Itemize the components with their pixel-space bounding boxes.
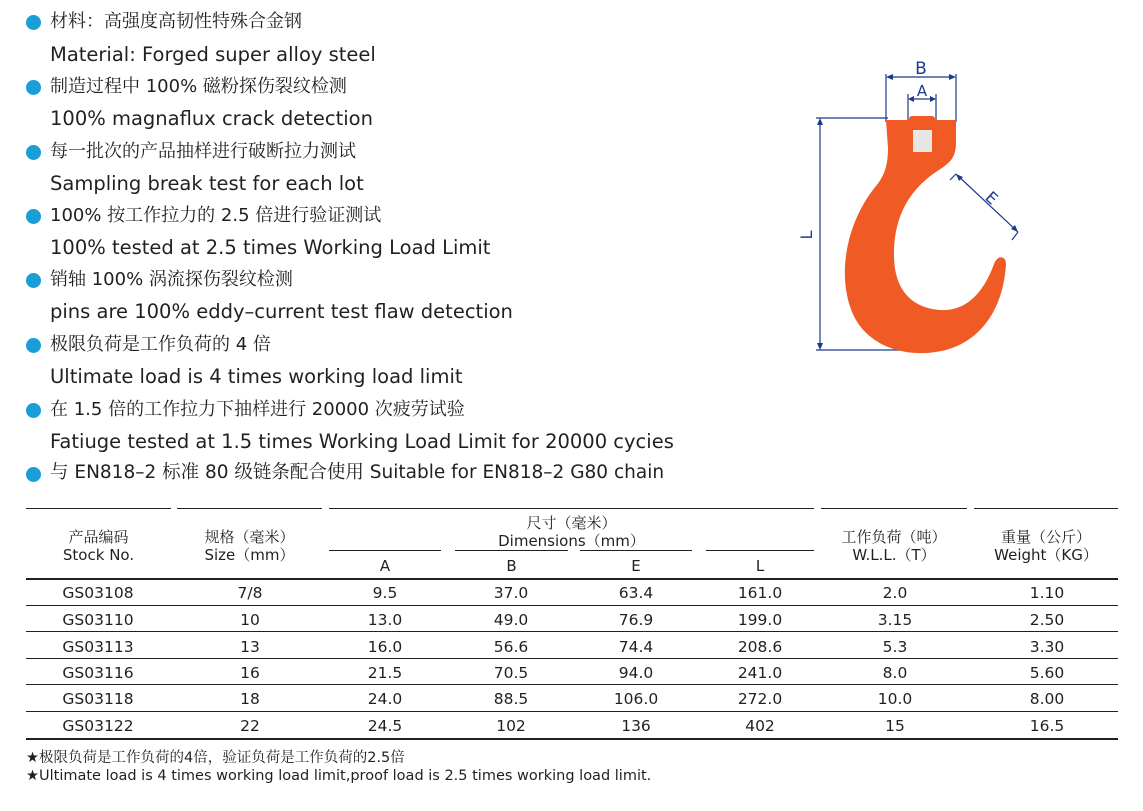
table-rule xyxy=(26,605,1118,606)
cell-e: 94.0 xyxy=(618,664,654,682)
table-rule xyxy=(26,631,1118,632)
cell-weight: 5.60 xyxy=(1029,664,1065,682)
feature-en: 100% magnaflux crack detection xyxy=(50,107,373,130)
feature-en: pins are 100% eddy–current test flaw detection xyxy=(50,300,513,323)
header-weight-zh: 重量（公斤） xyxy=(1000,528,1091,546)
header-weight-en: Weight（KG） xyxy=(994,546,1098,564)
cell-a: 24.0 xyxy=(367,690,403,708)
feature-zh: 极限负荷是工作负荷的 4 倍 xyxy=(50,334,271,355)
feature-zh: 销轴 100% 涡流探伤裂纹检测 xyxy=(50,269,293,290)
cell-size: 22 xyxy=(240,717,260,735)
header-wll-en: W.L.L.（T） xyxy=(852,546,936,564)
header-size xyxy=(177,528,322,564)
cell-stock: GS03118 xyxy=(62,690,134,708)
feature-en: Ultimate load is 4 times working load limit xyxy=(50,365,463,388)
table-rule xyxy=(26,578,1118,580)
header-stock-en: Stock No. xyxy=(62,546,135,564)
feature-zh: 材料：高强度高韧性特殊合金钢 xyxy=(50,11,302,32)
header-l: L xyxy=(755,557,765,575)
header-e: E xyxy=(631,557,641,575)
cell-e: 74.4 xyxy=(618,638,654,656)
table-rule xyxy=(177,508,322,509)
cell-stock: GS03113 xyxy=(62,638,134,656)
feature-en: Material: Forged super alloy steel xyxy=(50,43,376,66)
table-rule xyxy=(26,508,171,509)
cell-wll: 10.0 xyxy=(877,690,913,708)
footnote-en: ★Ultimate load is 4 times working load limit,proof load is 2.5 times working load limit. xyxy=(26,768,652,784)
cell-a: 9.5 xyxy=(372,584,398,602)
table-rule xyxy=(26,738,1118,740)
cell-b: 88.5 xyxy=(493,690,529,708)
cell-stock: GS03110 xyxy=(62,611,134,629)
cell-l: 241.0 xyxy=(737,664,783,682)
cell-wll: 2.0 xyxy=(882,584,908,602)
feature-en: Sampling break test for each lot xyxy=(50,172,364,195)
feature-en: Fatiuge tested at 1.5 times Working Load Limit for 20000 cycies xyxy=(50,430,674,453)
cell-size: 16 xyxy=(240,664,260,682)
table-rule xyxy=(26,684,1118,685)
header-a: A xyxy=(379,557,391,575)
cell-size: 13 xyxy=(240,638,260,656)
feature-zh: 100% 按工作拉力的 2.5 倍进行验证测试 xyxy=(50,205,382,226)
table-rule xyxy=(706,550,814,551)
label-a: A xyxy=(916,82,928,100)
cell-e: 136 xyxy=(621,717,651,735)
cell-a: 16.0 xyxy=(367,638,403,656)
header-weight xyxy=(974,528,1118,564)
cell-e: 63.4 xyxy=(618,584,654,602)
cell-size: 18 xyxy=(240,690,260,708)
header-size-en: Size（mm） xyxy=(204,546,295,564)
header-wll-zh: 工作负荷（吨） xyxy=(841,528,947,546)
cell-b: 56.6 xyxy=(493,638,529,656)
cell-e: 106.0 xyxy=(613,690,659,708)
cell-weight: 3.30 xyxy=(1029,638,1065,656)
table-rule xyxy=(455,550,568,551)
table-rule xyxy=(26,658,1118,659)
cell-a: 21.5 xyxy=(367,664,403,682)
cell-b: 37.0 xyxy=(493,584,529,602)
cell-a: 13.0 xyxy=(367,611,403,629)
header-wll xyxy=(821,528,967,564)
cell-e: 76.9 xyxy=(618,611,654,629)
cell-wll: 5.3 xyxy=(882,638,908,656)
cell-weight: 2.50 xyxy=(1029,611,1065,629)
table-rule xyxy=(329,550,441,551)
cell-a: 24.5 xyxy=(367,717,403,735)
cell-b: 49.0 xyxy=(493,611,529,629)
feature-zh: 与 EN818–2 标准 80 级链条配合使用 Suitable for EN818–2 G80 chain xyxy=(50,462,665,483)
cell-weight: 1.10 xyxy=(1029,584,1065,602)
cell-l: 208.6 xyxy=(737,638,783,656)
label-e: E xyxy=(981,187,1002,209)
table-rule xyxy=(821,508,967,509)
table-rule xyxy=(26,711,1118,712)
feature-zh: 在 1.5 倍的工作拉力下抽样进行 20000 次疲劳试验 xyxy=(50,399,465,420)
footnote-zh: ★极限负荷是工作负荷的4倍，验证负荷是工作负荷的2.5倍 xyxy=(26,750,405,766)
label-l: L xyxy=(797,230,816,240)
feature-zh: 每一批次的产品抽样进行破断拉力测试 xyxy=(50,141,356,162)
cell-l: 199.0 xyxy=(737,611,783,629)
cell-wll: 3.15 xyxy=(877,611,913,629)
table-rule xyxy=(580,550,692,551)
cell-l: 272.0 xyxy=(737,690,783,708)
cell-l: 161.0 xyxy=(737,584,783,602)
header-b: B xyxy=(506,557,517,575)
cell-stock: GS03122 xyxy=(62,717,134,735)
cell-size: 7/8 xyxy=(237,584,263,602)
header-dimensions xyxy=(329,514,814,550)
table-rule xyxy=(329,508,814,509)
header-size-zh: 规格（毫米） xyxy=(204,528,295,546)
label-b: B xyxy=(915,59,927,79)
feature-en: 100% tested at 2.5 times Working Load Limit xyxy=(50,236,491,259)
header-dim-zh: 尺寸（毫米） xyxy=(526,514,617,532)
cell-wll: 15 xyxy=(885,717,905,735)
cell-stock: GS03116 xyxy=(62,664,134,682)
cell-weight: 16.5 xyxy=(1029,717,1065,735)
cell-weight: 8.00 xyxy=(1029,690,1065,708)
cell-b: 70.5 xyxy=(493,664,529,682)
cell-wll: 8.0 xyxy=(882,664,908,682)
feature-zh: 制造过程中 100% 磁粉探伤裂纹检测 xyxy=(50,76,347,97)
cell-size: 10 xyxy=(240,611,260,629)
table-rule xyxy=(974,508,1118,509)
cell-l: 402 xyxy=(745,717,775,735)
cell-stock: GS03108 xyxy=(62,584,134,602)
cell-b: 102 xyxy=(496,717,526,735)
header-stock xyxy=(26,528,171,564)
header-dim-en: Dimensions（mm） xyxy=(498,532,645,550)
header-stock-zh: 产品编码 xyxy=(68,528,129,546)
